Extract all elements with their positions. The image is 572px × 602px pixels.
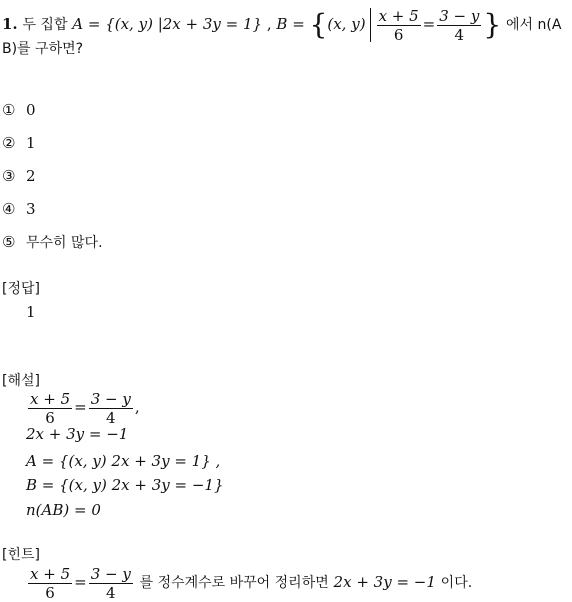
equals-sign: = <box>74 573 87 591</box>
question-line-1 <box>2 6 561 42</box>
set-a-definition: A = {(x, y) |2x + 3y = 1} <box>72 15 263 33</box>
set-b-pair: (x, y) <box>327 15 366 33</box>
option-1[interactable] <box>2 100 36 120</box>
explanation-line-3: A = {(x, y) 2x + 3y = 1} , <box>26 452 221 470</box>
question-comma: , <box>266 15 272 33</box>
equals-sign: = <box>74 398 87 416</box>
question-tail: 에서 n(A <box>505 17 562 33</box>
question-number: 1. <box>2 15 18 33</box>
option-4[interactable] <box>2 199 36 219</box>
fraction-numerator: x + 5 <box>378 6 419 25</box>
question-intro: 두 집합 <box>22 17 68 33</box>
circled-2-icon: ② <box>2 134 16 152</box>
fraction-denominator: 4 <box>454 25 465 44</box>
fraction-denominator: 4 <box>105 583 116 602</box>
option-label: 3 <box>26 200 36 218</box>
option-label: 2 <box>26 167 36 185</box>
answer-value: 1 <box>26 303 36 321</box>
explanation-line-5: n(AB) = 0 <box>26 501 101 519</box>
circled-1-icon: ① <box>2 101 16 119</box>
fraction-3-minus-y-over-4 <box>437 8 481 43</box>
set-builder-bar <box>370 8 371 42</box>
option-label: 0 <box>26 101 36 119</box>
fraction-numerator: 3 − y <box>90 564 131 583</box>
hint-equation: 2x + 3y = −1 <box>333 573 436 591</box>
equals-sign: = <box>422 15 436 33</box>
circled-4-icon: ④ <box>2 200 16 218</box>
explanation-line-4: B = {(x, y) 2x + 3y = −1} <box>26 476 224 494</box>
fraction-3-minus-y-over-4 <box>89 566 133 601</box>
fraction-denominator: 6 <box>393 25 404 44</box>
fraction-numerator: x + 5 <box>30 389 71 408</box>
fraction-denominator: 6 <box>45 583 55 602</box>
fraction-x-plus-5-over-6 <box>28 391 72 426</box>
fraction-x-plus-5-over-6 <box>377 8 421 43</box>
hint-text: 를 정수계수로 바꾸어 정리하면 <box>139 575 329 591</box>
option-5[interactable] <box>2 232 103 253</box>
hint-heading-text: [힌트] <box>2 547 40 563</box>
explanation-comma: , <box>134 398 140 416</box>
explanation-line-1 <box>26 389 140 425</box>
explanation-line-2: 2x + 3y = −1 <box>26 425 129 443</box>
circled-5-icon: ⑤ <box>2 233 16 251</box>
hint-text-end: 이다. <box>440 575 473 591</box>
set-b-prefix: B = <box>276 15 305 33</box>
fraction-numerator: 3 − y <box>90 389 131 408</box>
hint-line <box>26 564 472 600</box>
answer-heading-text: [정답] <box>2 281 40 297</box>
explanation-heading <box>2 370 40 391</box>
fraction-numerator: 3 − y <box>439 6 480 25</box>
option-label: 무수히 많다. <box>26 235 103 251</box>
fraction-numerator: x + 5 <box>30 564 71 583</box>
option-label: 1 <box>26 134 36 152</box>
circled-3-icon: ③ <box>2 167 16 185</box>
fraction-denominator: 6 <box>45 408 55 427</box>
hint-heading <box>2 544 40 565</box>
close-brace: } <box>483 8 502 41</box>
option-3[interactable] <box>2 166 36 186</box>
fraction-denominator: 4 <box>105 408 116 427</box>
fraction-3-minus-y-over-4 <box>89 391 133 426</box>
fraction-x-plus-5-over-6 <box>28 566 72 601</box>
option-2[interactable] <box>2 133 36 153</box>
question-line-2: B)를 구하면? <box>2 41 84 57</box>
explanation-heading-text: [해설] <box>2 373 40 389</box>
answer-heading <box>2 278 40 299</box>
open-brace: { <box>309 8 328 41</box>
